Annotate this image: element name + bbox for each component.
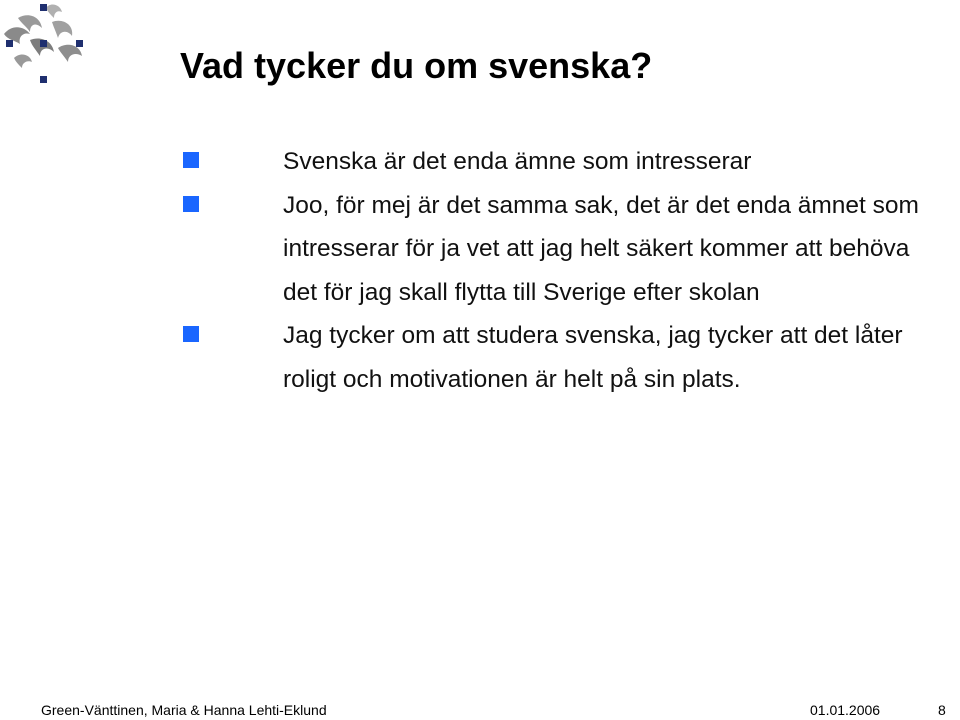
square-bullet-icon bbox=[183, 152, 199, 168]
bullet-list bbox=[180, 140, 950, 401]
footer-date: 01.01.2006 bbox=[810, 702, 881, 718]
square-bullet-icon bbox=[183, 326, 199, 342]
bullet-text: Jag tycker om att studera svenska, jag tycker att det låter roligt och motivationen är helt på sin plats. bbox=[283, 322, 903, 393]
slide-title: Vad tycker du om svenska? bbox=[180, 45, 653, 86]
page-number: 8 bbox=[938, 702, 946, 718]
footer-authors: Green-Vänttinen, Maria & Hanna Lehti-Eklund bbox=[41, 702, 327, 718]
square-bullet-icon bbox=[183, 196, 199, 212]
bullet-item bbox=[180, 140, 950, 184]
bullet-text: Joo, för mej är det samma sak, det är det enda ämnet som intresserar för ja vet att jag helt säkert kommer att behöva det för jag skall flytta till Sverige efter skolan bbox=[283, 191, 919, 306]
bullet-item bbox=[180, 314, 950, 401]
slide-footer bbox=[0, 700, 960, 720]
university-logo bbox=[0, 0, 100, 95]
bullet-item bbox=[180, 184, 950, 315]
bullet-text: Svenska är det enda ämne som intresserar bbox=[283, 148, 752, 175]
